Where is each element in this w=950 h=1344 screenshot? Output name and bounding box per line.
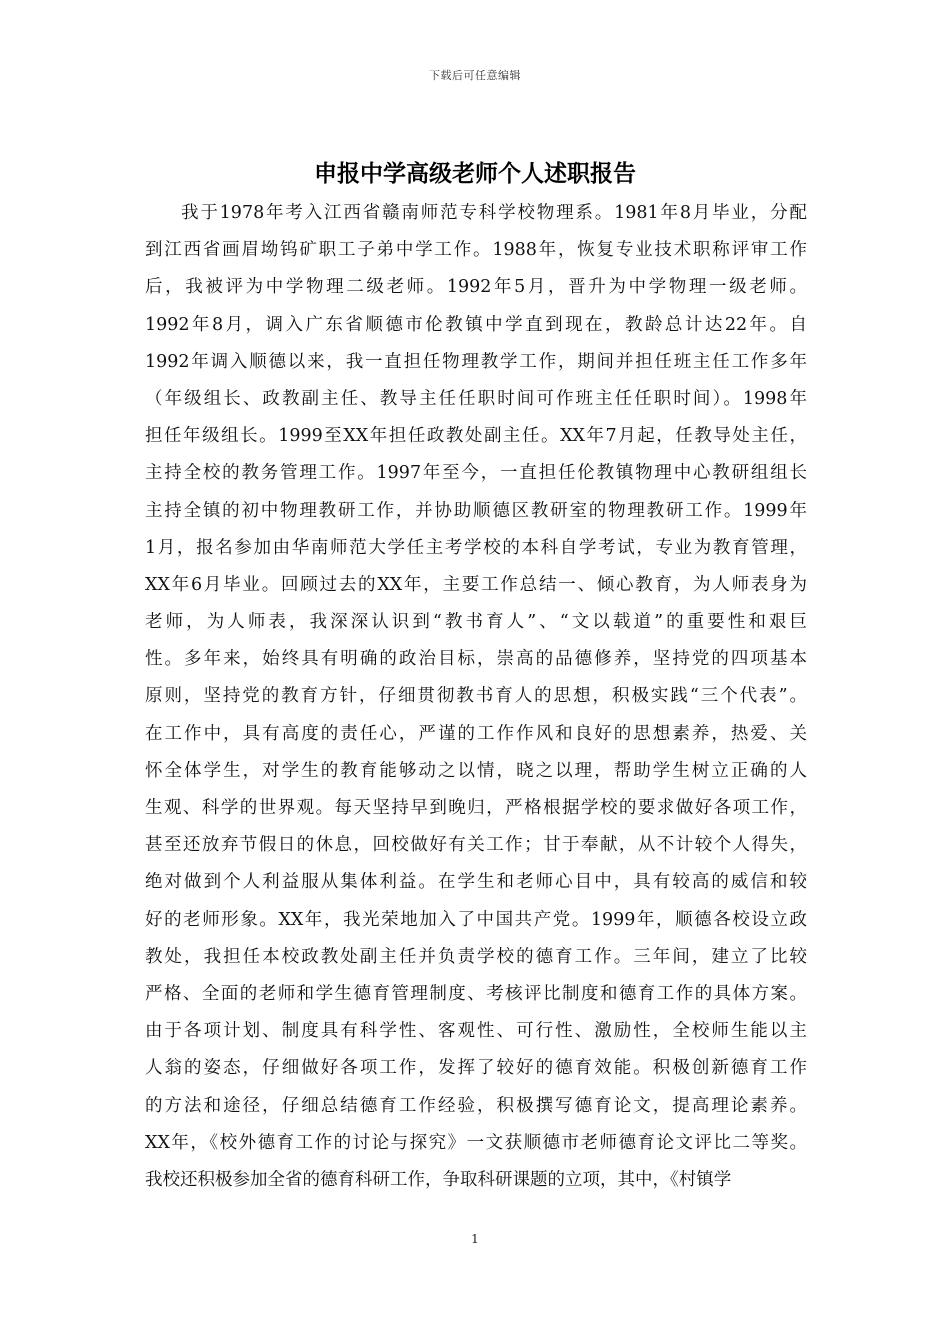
body-line: 原则，坚持党的教育方针，仔细贯彻教书育人的思想，积极实践“三个代表”。	[145, 686, 807, 707]
header-note: 下载后可任意编辑	[429, 69, 521, 82]
body-line: XX年，《校外德育工作的讨论与探究》一文获顺德市老师德育论文评比二等奖。	[145, 1132, 807, 1153]
body-line: 的方法和途径，仔细总结德育工作经验，积极撰写德育论文，提高理论素养。	[145, 1095, 807, 1116]
body-line: 性。多年来，始终具有明确的政治目标，崇高的品德修养，坚持党的四项基本	[145, 649, 807, 670]
body-line: 到江西省画眉坳钨矿职工子弟中学工作。1988年，恢复专业技术职称评审工作	[145, 240, 807, 261]
body-line: 好的老师形象。XX年，我光荣地加入了中国共产党。1999年，顺德各校设立政	[145, 909, 807, 930]
body-line: 我校还积极参加全省的德育科研工作，争取科研课题的立项，其中，《村镇学	[145, 1169, 732, 1190]
body-line: 1月，报名参加由华南师范大学任主考学校的本科自学考试，专业为教育管理，	[145, 537, 807, 558]
body-line: 在工作中，具有高度的责任心，严谨的工作作风和良好的思想素养，热爱、关	[145, 723, 807, 744]
body-line: 担任年级组长。1999至XX年担任政教处副主任。XX年7月起，任教导处主任，	[145, 426, 807, 447]
body-line: 后，我被评为中学物理二级老师。1992年5月，晋升为中学物理一级老师。	[145, 277, 807, 298]
body-line: 1992年8月，调入广东省顺德市伦教镇中学直到现在，教龄总计达22年。自	[145, 314, 807, 335]
body-line: 甚至还放弃节假日的休息，回校做好有关工作；甘于奉献，从不计较个人得失，	[145, 835, 807, 856]
body-line: 主持全校的教务管理工作。1997年至今，一直担任伦教镇物理中心教研组组长	[145, 463, 807, 484]
body-line: 1992年调入顺德以来，我一直担任物理教学工作，期间并担任班主任工作多年	[145, 351, 807, 372]
document-title: 申报中学高级老师个人述职报告	[314, 161, 636, 187]
body-line: （年级组长、政教副主任、教导主任任职时间可作班主任任职时间）。1998年	[145, 388, 807, 409]
body-line: 教处，我担任本校政教处副主任并负责学校的德育工作。三年间，建立了比较	[145, 946, 807, 967]
page-number: 1	[471, 1232, 479, 1246]
body-text	[145, 195, 807, 1199]
body-line: 老师，为人师表，我深深认识到“教书育人”、“文以载道”的重要性和艰巨	[145, 612, 807, 633]
body-line: XX年6月毕业。回顾过去的XX年，主要工作总结一、倾心教育，为人师表身为	[145, 574, 807, 595]
body-line: 我于1978年考入江西省赣南师范专科学校物理系。1981年8月毕业，分配	[181, 203, 807, 223]
body-line: 由于各项计划、制度具有科学性、客观性、可行性、激励性，全校师生能以主	[145, 1021, 807, 1042]
body-line: 绝对做到个人利益服从集体利益。在学生和老师心目中，具有较高的威信和较	[145, 872, 807, 893]
body-line: 主持全镇的初中物理教研工作，并协助顺德区教研室的物理教研工作。1999年	[145, 500, 807, 521]
body-line: 人翁的姿态，仔细做好各项工作，发挥了较好的德育效能。积极创新德育工作	[145, 1058, 807, 1079]
body-line: 怀全体学生，对学生的教育能够动之以情，晓之以理，帮助学生树立正确的人	[145, 760, 807, 781]
body-line: 生观、科学的世界观。每天坚持早到晚归，严格根据学校的要求做好各项工作，	[145, 798, 807, 818]
body-line: 严格、全面的老师和学生德育管理制度、考核评比制度和德育工作的具体方案。	[145, 983, 807, 1004]
